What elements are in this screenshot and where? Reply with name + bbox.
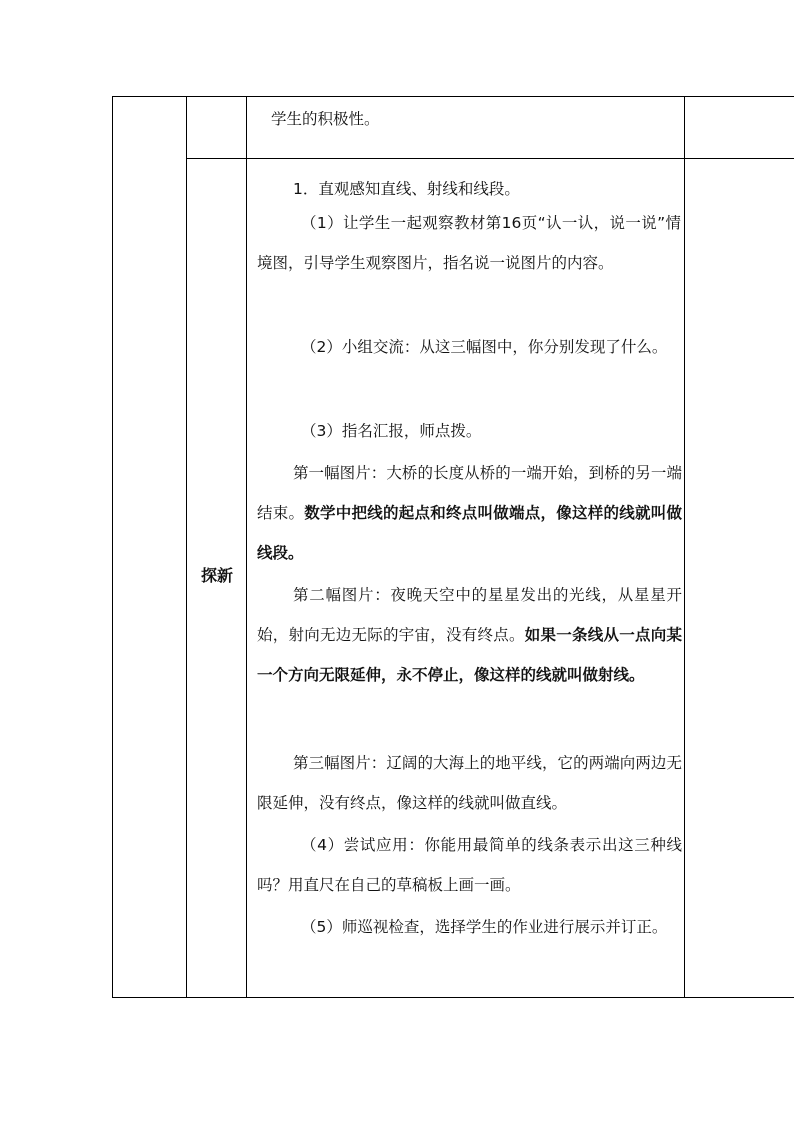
paragraph-9: （5）师巡视检查，选择学生的作业进行展示并订正。 — [301, 918, 668, 936]
column-divider — [186, 97, 187, 997]
bold-definition: 数学中把线的起点和终点叫做端点，像这样的线就叫做线段。 — [257, 504, 682, 562]
lesson-plan-table — [112, 96, 794, 998]
section-label: 探新 — [200, 566, 233, 585]
paragraph-6: 第二幅图片：夜晚天空中的星星发出的光线，从星星开始，射向无边无际的宇宙，没有终点。如果一条线从一点向某一个方向无限延伸，永不停止，像这样的线就叫做射线。 — [257, 586, 682, 684]
paragraph-3: （2）小组交流：从这三幅图中，你分别发现了什么。 — [301, 338, 668, 356]
column-divider — [246, 97, 247, 997]
paragraph-8: （4）尝试应用：你能用最简单的线条表示出这三种线吗？用直尺在自己的草稿板上画一画。 — [257, 836, 682, 894]
paragraph-4: （3）指名汇报，师点拨。 — [301, 422, 482, 440]
row-divider — [186, 158, 794, 159]
paragraph-2: （1）让学生一起观察教材第16页“认一认，说一说”情境图，引导学生观察图片，指名说一说图片的内容。 — [257, 214, 681, 272]
row1-content: 学生的积极性。 — [271, 110, 380, 128]
bold-definition: 如果一条线从一点向某一个方向无限延伸，永不停止，像这样的线就叫做射线。 — [257, 626, 682, 684]
paragraph-5: 第一幅图片：大桥的长度从桥的一端开始，到桥的另一端结束。数学中把线的起点和终点叫做端点，像这样的线就叫做线段。 — [257, 464, 682, 562]
column-divider — [684, 97, 685, 997]
paragraph-1: 1．直观感知直线、射线和线段。 — [293, 180, 520, 198]
paragraph-7: 第三幅图片：辽阔的大海上的地平线，它的两端向两边无限延伸，没有终点，像这样的线就叫做直线。 — [257, 754, 682, 812]
